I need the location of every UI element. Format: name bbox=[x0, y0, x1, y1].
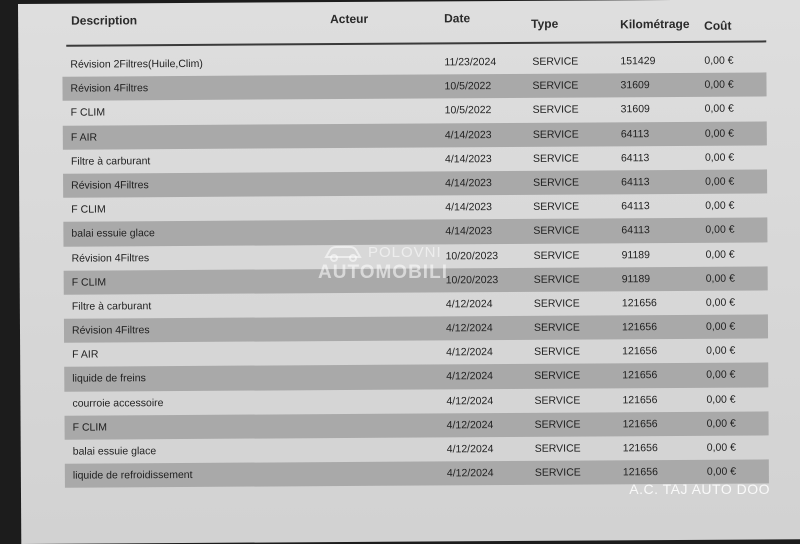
cell-type: SERVICE bbox=[533, 321, 580, 334]
cell-description: F AIR bbox=[72, 348, 99, 361]
cell-type: SERVICE bbox=[534, 442, 581, 455]
cell-description: F CLIM bbox=[71, 203, 106, 216]
cell-description: balai essuie glace bbox=[72, 445, 157, 458]
cell-cout: 0,00 € bbox=[705, 223, 735, 237]
seller-credit: A.C. TAJ AUTO DOO bbox=[629, 481, 770, 497]
header-cout: Coût bbox=[704, 18, 732, 33]
cell-type: SERVICE bbox=[532, 79, 579, 93]
cell-cout: 0,00 € bbox=[704, 127, 735, 140]
cell-description: Filtre à carburant bbox=[71, 300, 152, 313]
cell-date: 4/12/2024 bbox=[445, 297, 493, 311]
cell-kilometrage: 151429 bbox=[620, 55, 656, 68]
cell-kilometrage: 121656 bbox=[621, 321, 658, 334]
cell-cout: 0,00 € bbox=[705, 272, 735, 285]
cell-kilometrage: 121656 bbox=[622, 393, 658, 406]
header-description: Description bbox=[71, 13, 138, 28]
cell-type: SERVICE bbox=[534, 418, 581, 431]
cell-kilometrage: 31609 bbox=[620, 79, 650, 92]
cell-date: 11/23/2024 bbox=[444, 56, 497, 69]
cell-cout: 0,00 € bbox=[706, 417, 736, 430]
cell-date: 4/12/2024 bbox=[446, 394, 494, 408]
cell-cout: 0,00 € bbox=[705, 296, 736, 309]
cell-cout: 0,00 € bbox=[706, 344, 736, 358]
cell-description: Révision 2Filtres(Huile,Clim) bbox=[70, 57, 203, 71]
watermark-logo bbox=[316, 240, 446, 294]
cell-date: 4/14/2023 bbox=[445, 201, 493, 214]
cell-description: Révision 4Filtres bbox=[71, 251, 150, 265]
cell-description: courroie accessoire bbox=[72, 396, 164, 410]
cell-type: SERVICE bbox=[532, 55, 579, 68]
cell-type: SERVICE bbox=[534, 466, 581, 480]
cell-cout: 0,00 € bbox=[705, 199, 735, 212]
car-icon bbox=[322, 242, 366, 262]
cell-date: 4/14/2023 bbox=[444, 152, 492, 166]
cell-kilometrage: 31609 bbox=[620, 103, 650, 116]
cell-date: 4/12/2024 bbox=[446, 418, 494, 432]
header-date: Date bbox=[444, 11, 471, 26]
cell-kilometrage: 121656 bbox=[621, 296, 657, 310]
cell-type: SERVICE bbox=[533, 224, 580, 238]
cell-kilometrage: 64113 bbox=[620, 127, 650, 140]
cell-description: Révision 4Filtres bbox=[70, 82, 149, 95]
cell-date: 4/14/2023 bbox=[444, 128, 492, 141]
cell-kilometrage: 64113 bbox=[621, 224, 650, 237]
cell-description: Révision 4Filtres bbox=[71, 324, 150, 337]
cell-date: 4/12/2024 bbox=[445, 322, 493, 335]
cell-type: SERVICE bbox=[533, 297, 580, 310]
cell-date: 10/5/2022 bbox=[444, 104, 492, 117]
cell-description: liquide de refroidissement bbox=[72, 469, 193, 482]
cell-date: 4/14/2023 bbox=[445, 177, 492, 190]
cell-description: F CLIM bbox=[71, 276, 107, 289]
cell-cout: 0,00 € bbox=[706, 393, 736, 406]
cell-kilometrage: 121656 bbox=[622, 442, 658, 455]
cell-cout: 0,00 € bbox=[705, 320, 736, 333]
cell-description: liquide de freins bbox=[72, 372, 146, 386]
cell-description: F CLIM bbox=[72, 421, 108, 434]
cell-kilometrage: 121656 bbox=[622, 417, 658, 431]
cell-type: SERVICE bbox=[534, 370, 581, 383]
cell-cout: 0,00 € bbox=[704, 54, 734, 67]
watermark-line1: POLOVNI bbox=[368, 244, 442, 261]
cell-cout: 0,00 € bbox=[705, 175, 735, 188]
cell-cout: 0,00 € bbox=[704, 151, 735, 164]
cell-kilometrage: 64113 bbox=[620, 151, 650, 165]
cell-date: 10/20/2023 bbox=[445, 249, 499, 262]
watermark-line2: AUTOMOBILI bbox=[318, 262, 448, 283]
cell-description: F AIR bbox=[70, 131, 98, 144]
cell-type: SERVICE bbox=[533, 249, 580, 262]
cell-type: SERVICE bbox=[534, 345, 581, 359]
cell-kilometrage: 64113 bbox=[621, 176, 650, 189]
cell-date: 10/5/2022 bbox=[444, 80, 492, 93]
cell-type: SERVICE bbox=[532, 152, 579, 165]
header-kilometrage: Kilométrage bbox=[620, 16, 690, 32]
cell-date: 10/20/2023 bbox=[445, 273, 499, 287]
header-acteur: Acteur bbox=[330, 11, 369, 27]
cell-type: SERVICE bbox=[533, 273, 580, 286]
cell-date: 4/14/2023 bbox=[445, 225, 493, 238]
cell-type: SERVICE bbox=[532, 103, 579, 117]
cell-date: 4/12/2024 bbox=[446, 467, 494, 480]
cell-cout: 0,00 € bbox=[704, 78, 734, 91]
cell-cout: 0,00 € bbox=[706, 441, 736, 454]
header-type: Type bbox=[531, 16, 559, 31]
cell-cout: 0,00 € bbox=[705, 248, 735, 261]
cell-date: 4/12/2024 bbox=[446, 346, 493, 359]
cell-description: Révision 4Filtres bbox=[71, 179, 149, 192]
cell-type: SERVICE bbox=[532, 128, 579, 141]
cell-date: 4/12/2024 bbox=[446, 443, 494, 456]
cell-date: 4/12/2024 bbox=[446, 370, 494, 383]
cell-cout: 0,00 € bbox=[706, 369, 736, 382]
cell-description: Filtre à carburant bbox=[70, 154, 151, 168]
cell-kilometrage: 121656 bbox=[622, 466, 658, 479]
cell-type: SERVICE bbox=[534, 394, 581, 407]
cell-cout: 0,00 € bbox=[706, 465, 737, 478]
cell-kilometrage: 64113 bbox=[621, 200, 650, 213]
cell-kilometrage: 91189 bbox=[621, 272, 651, 286]
cell-type: SERVICE bbox=[533, 200, 580, 213]
cell-description: F CLIM bbox=[70, 106, 106, 120]
cell-kilometrage: 121656 bbox=[622, 345, 658, 358]
cell-kilometrage: 121656 bbox=[622, 369, 658, 382]
cell-cout: 0,00 € bbox=[704, 103, 734, 116]
cell-type: SERVICE bbox=[533, 176, 580, 189]
cell-kilometrage: 91189 bbox=[621, 248, 651, 261]
cell-description: balai essuie glace bbox=[71, 227, 155, 240]
